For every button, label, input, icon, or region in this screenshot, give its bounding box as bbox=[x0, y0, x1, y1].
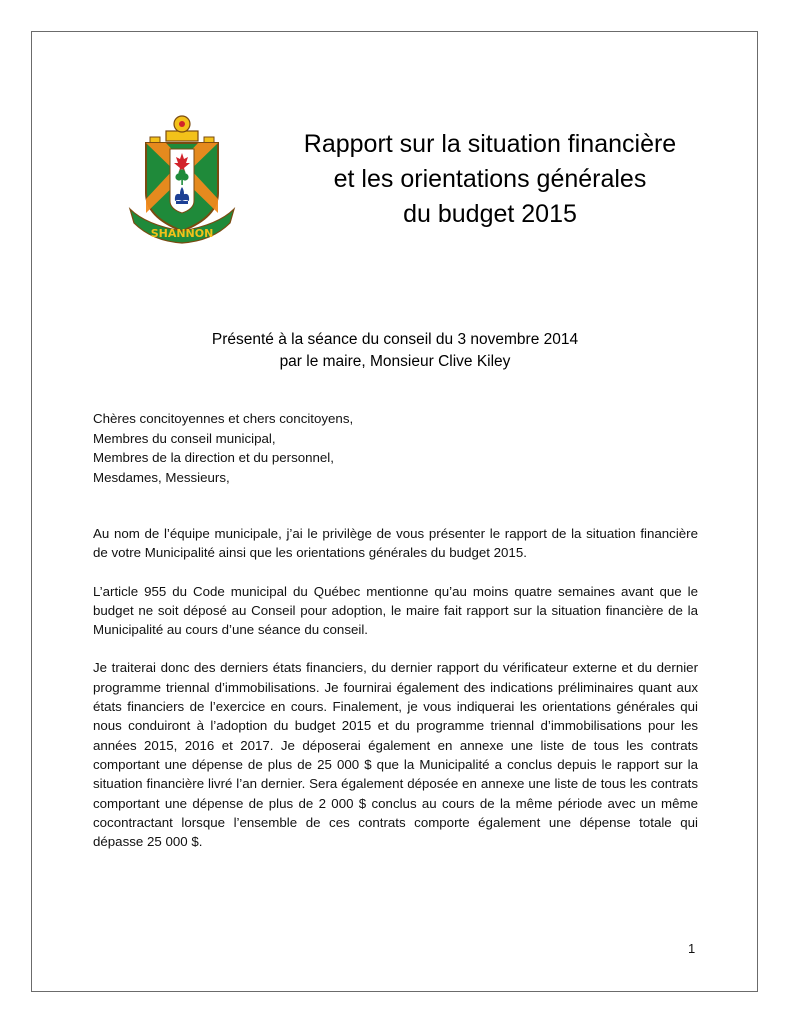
presentation-subtitle bbox=[100, 329, 690, 373]
salutation-line: Membres du conseil municipal, bbox=[93, 430, 276, 446]
salutation-line: Mesdames, Messieurs, bbox=[93, 469, 230, 485]
subtitle-line-2: par le maire, Monsieur Clive Kiley bbox=[279, 353, 511, 370]
title-line-2: et les orientations générales bbox=[333, 165, 647, 193]
salutation-block bbox=[93, 409, 513, 487]
body-paragraph: L’article 955 du Code municipal du Québec mentionne qu’au moins quatre semaines avant que le budget ne soit déposé au Conseil pour adoption, le maire fait rapport sur la situation financière de la Municipalité au cours d’une séance du conseil. bbox=[93, 583, 698, 638]
body-paragraph: Je traiterai donc des derniers états financiers, du dernier rapport du vérificateur externe et du dernier programme triennal d’immobilisations. Je fournirai également des indications préliminaires quant aux états financiers de l’exercice en cours. Finalement, je vous indiquerai les orientations générales qui nous conduiront à l’adoption du budget 2015 et du programme triennal d’immobilisations pour les années 2015, 2016 et 2017. Je déposerai également en annexe une liste de tous les contrats comportant une dépense de plus de 25 000 $ que la Municipalité a conclus depuis le rapport sur la situation financière livré l’an dernier. Sera également déposée en annexe une liste de tous les contrats comportant une dépense de plus de 2 000 $ conclus au cours de la même période avec un même cocontractant lorsque l’ensemble de ces contrats comporte également une dépense totale qui dépasse 25 000 $. bbox=[93, 660, 698, 850]
page-number: 1 bbox=[688, 941, 696, 956]
body-paragraph: Au nom de l’équipe municipale, j’ai le privilège de vous présenter le rapport de la situation financière de votre Municipalité ainsi que les orientations générales du budget 2015. bbox=[93, 526, 698, 561]
document-title bbox=[250, 127, 730, 232]
report-body bbox=[93, 524, 698, 870]
salutation-line: Chères concitoyennes et chers concitoyens, bbox=[93, 411, 354, 426]
subtitle-line-1: Présenté à la séance du conseil du 3 novembre 2014 bbox=[211, 331, 579, 348]
salutation-line: Membres de la direction et du personnel, bbox=[93, 450, 334, 465]
shannon-crest-logo bbox=[126, 113, 238, 245]
title-line-1: Rapport sur la situation financière bbox=[303, 130, 677, 158]
logo-ribbon-text: SHANNON bbox=[150, 227, 214, 240]
title-line-3: du budget 2015 bbox=[403, 200, 577, 228]
